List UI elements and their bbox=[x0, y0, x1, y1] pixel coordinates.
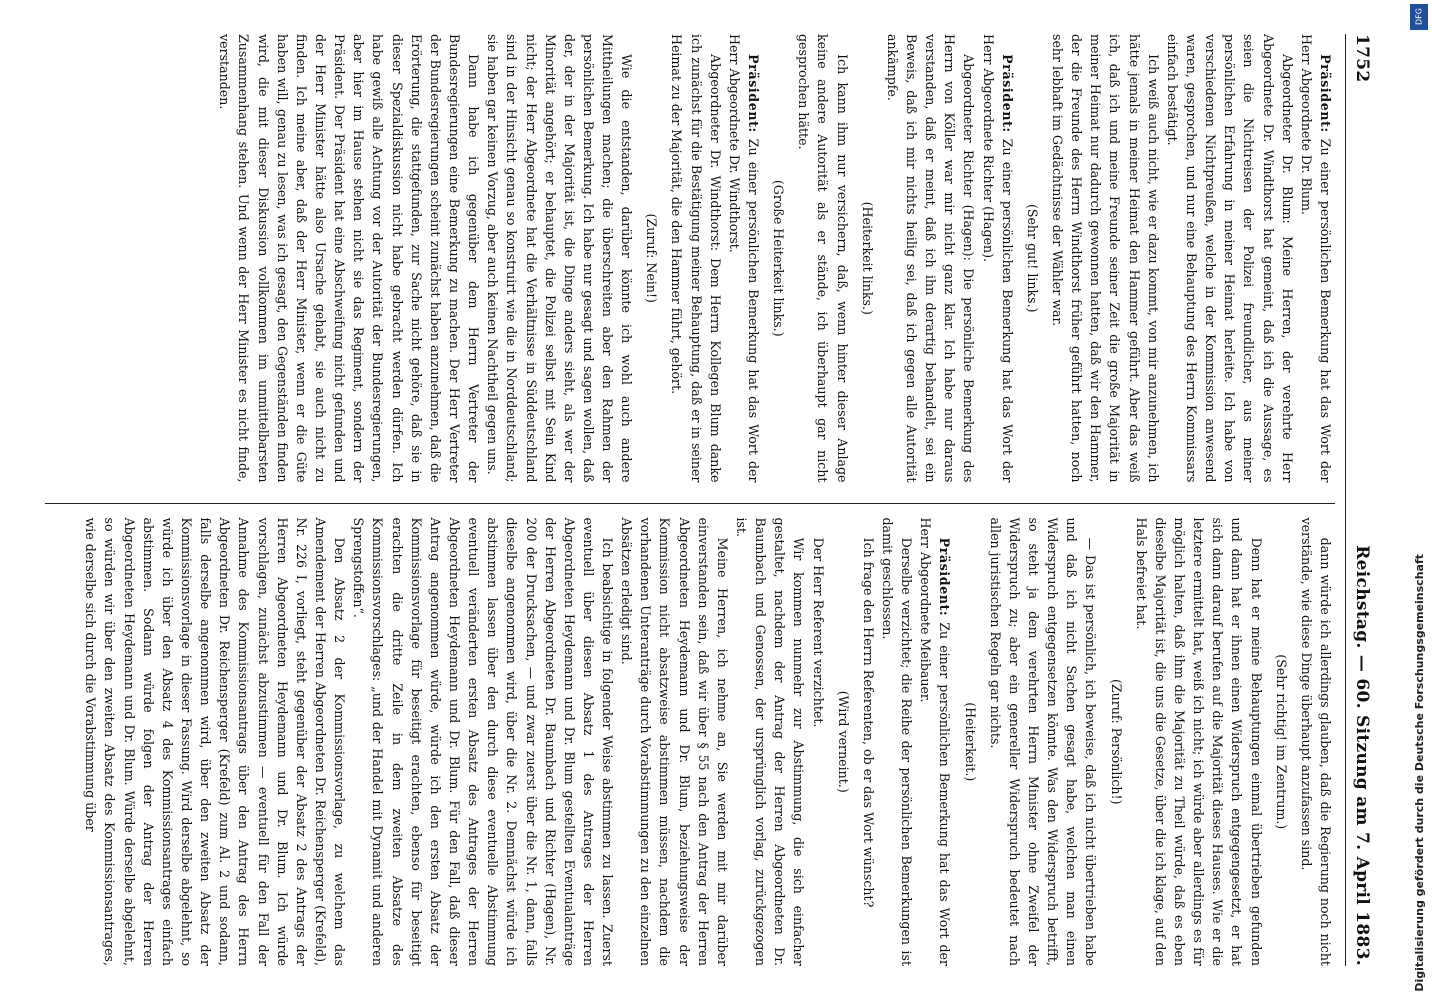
paragraph bbox=[667, 34, 724, 483]
interjection bbox=[834, 518, 853, 967]
paragraph-text: Zu einer persönlichen Bemerkung hat das Wort der Herr Abgeordnete Meibauer. bbox=[918, 517, 953, 966]
paragraph bbox=[1048, 34, 1163, 483]
interjection-text: (Zuruf: Persönlich!) bbox=[1108, 678, 1124, 805]
paragraph-text: Meine Herren, ich nehme an, Sie werden mit mir darüber einverstanden sein, daß wir über § 55 nach den Antrag der Herren Abgeordneten Heydemann und Dr. Blum, beziehungsweise der Kommission nicht absatzweise abstimmen müssen, nachdem die vorhandenen Unteranträge durch Vorabstimmungen zu den einzelnen Absätzen erledigt sind. bbox=[619, 517, 730, 966]
paragraph-text: Abgeordneter Richter (Hagen): Die persönliche Bemerkung des Herrn von Köller war mir nicht ganz klar. Ich habe nur daraus verstanden, daß er meint, daß ich ihn derartig behandelt, sei ein Beweis, daß ich mir nichts heilig sei, daß ich gegen alle Autorität ankämpfe. bbox=[884, 34, 977, 483]
interjection bbox=[642, 34, 661, 483]
paragraph bbox=[986, 518, 1101, 967]
digitization-credit: Digitalisierung gefördert durch die Deutsche Forschungsgemeinschaft bbox=[1413, 554, 1426, 992]
paragraph-text: Dann habe ich gegenüber dem Herrn Vertreter der Bundesregierungen eine Bemerkung zu machen. Der Herr Vertreter der Bundesregierungen scheint zunächst haben anzunehmen, daß die Erörterung, die stattgefunden, zur Sache nicht gehöre, daß sie in dieser Spezialdiskussion nicht habe gebracht werden dürfen. Ich habe gewiß alle Achtung vor der Autorität der Bundesregierungen, aber hier im Hause stehen nicht sie das Regiment, sondern der Präsident. Der Präsident hat eine Abschweifung nicht gefunden und der Herr Minister hätte also Ursache gehabt, sie auch nicht zu finden. Ich meine aber, daß der Herr Minister, wenn er die Güte haben will, genau zu lesen, was ich gesagt, den Gegenständen finden wird, die mit dieser Diskussion vollkommen im unmittelbarsten Zusammenhang stehen. Und wenn der Herr Minister es nicht finde, verstanden. bbox=[217, 34, 482, 483]
paragraph-text: — Das ist persönlich, ich beweise, daß ich nicht übertrieben habe und daß ich nicht Sachen gesagt habe, welchen man einen Widerspruch entgegensetzen könnte. Was den Widerspruch betrifft, so steht ja dem verehrten Herrn Minister ohne Zweifel der Widerspruch zu; aber ein genereller Widerspruch bedeutet nach allen juristischen Regeln gar nichts. bbox=[987, 517, 1099, 966]
speaker-label: Präsident: bbox=[937, 537, 953, 617]
paragraph-text: Derselbe verzichtet; die Reihe der persönlichen Bemerkungen ist damit geschlossen. bbox=[880, 517, 915, 966]
paragraph bbox=[916, 518, 954, 967]
page-header bbox=[1345, 34, 1372, 966]
paragraph-text: Zu einer persönlichen Bemerkung hat das Wort der Herr Abgeordnete Dr. Windthorst. bbox=[726, 34, 762, 483]
left-column bbox=[45, 34, 1335, 483]
paragraph bbox=[1132, 518, 1266, 967]
interjection bbox=[858, 34, 877, 483]
interjection bbox=[769, 34, 788, 483]
paragraph bbox=[725, 34, 763, 483]
paragraph-text: Ich frage den Herrn Referenten, ob er das Wort wünscht? bbox=[860, 537, 876, 908]
paragraph bbox=[883, 34, 979, 483]
paragraph-text: Abgeordneter Dr. Blum: Meine Herren, der verehrte Herr Abgeordnete Dr. Windthorst hat gemeint, daß ich die Aussage, es seien die Nichtreisen der Polizei freundlicher, aus meiner persönlichen Erfahrung in meiner Heimat herleite. Ich habe von verschiedenen Nichtpreußen, welche in der Kommission anwesend waren, gesprochen, und nur eine Behauptung des Herrn Kommissars einfach bestätigt. bbox=[1164, 34, 1295, 483]
paragraph bbox=[859, 518, 878, 967]
dfg-logo: DFG bbox=[1410, 4, 1428, 30]
paragraph-text: Der Herr Referent verzichtet. bbox=[810, 537, 826, 728]
interjection-text: (Zuruf: Nein!) bbox=[644, 213, 660, 303]
paragraph bbox=[215, 34, 483, 483]
speaker-label: Präsident: bbox=[746, 54, 762, 133]
paragraph-text: Wie die entstanden, darüber könnte ich wohl auch andere Mittheilungen machen; die überschreiten aber den Rahmen der persönlichen Bemerkung. Ich habe nur gesagt und sagen wollen, daß der, der in der Majorität ist, die Dinge anders sieht, als wer der Minorität angehört; er behauptet, die Polizei selbst mit Sein Kind nicht; der Herr Abgeordnete hat die Verhältnisse in Süddeutschland sind in der Hinsicht genau so konstruirt wie die in Norddeutschland; sie haben gar keinen Vorzug, aber auch keinen Nachtheil gegen uns. bbox=[485, 34, 635, 483]
paragraph-text: Zu einer persönlichen Bemerkung hat das Wort der Herr Abgeordnete Dr. Blum. bbox=[1298, 34, 1333, 483]
paragraph-text: Wir kommen nunmehr zur Abstimmung, die sich einfacher gestaltet, nachdem der Antrag der Herren Abgeordneten Dr. Baumbach und Genossen, der ursprünglich vorlag, zurückgezogen ist. bbox=[734, 517, 807, 966]
paragraph-text: Denn hat er meine Behauptungen einmal übertrieben gefunden und dann hat er ihnen einen Widerspruch entgegengesetzt, er hat sich dann darauf berufen auf die Majorität dieses Hauses. Wie er die letztere ermittelt hat, weiß ich nicht; ich würde aber allerdings es für möglich halten, daß ihm die Majorität zu Theil würde, daß es eben dieselbe Majorität ist, die uns die Gesetze, über die ich klage, auf den Hals befreiet hat. bbox=[1133, 517, 1264, 966]
text-columns bbox=[45, 34, 1335, 966]
right-column bbox=[45, 503, 1335, 967]
paragraph bbox=[1163, 34, 1297, 483]
interjection-text: (Große Heiterkeit links.) bbox=[771, 179, 787, 337]
paragraph bbox=[483, 34, 636, 483]
speaker-label: Präsident: bbox=[999, 54, 1015, 133]
paragraph bbox=[1297, 518, 1335, 967]
paragraph bbox=[978, 34, 1016, 483]
interjection-text: (Wird verneint.) bbox=[835, 690, 851, 793]
paragraph-text: Abgeordneter Dr. Windthorst: Dem Herrn Kollegen Blum danke ich zunächst für die Bestätigung meiner Behauptung, daß er in seiner Heimat zu der Majorität, die den Hammer führt, gehört. bbox=[669, 34, 723, 483]
paragraph-text: dann würde ich allerdings glauben, daß die Regierung noch nicht verstände, wie diese Dinge überhaupt anzufassen sind. bbox=[1298, 517, 1333, 966]
interjection-text: (Sehr gut! links.) bbox=[1024, 203, 1040, 313]
paragraph-text: Zu einer persönlichen Bemerkung hat das Wort der Herr Abgeordnete Richter (Hagen). bbox=[980, 34, 1015, 483]
interjection bbox=[960, 518, 979, 967]
paragraph bbox=[617, 518, 732, 967]
paragraph bbox=[794, 34, 851, 483]
interjection bbox=[1023, 34, 1042, 483]
interjection-text: (Sehr richtig! im Zentrum.) bbox=[1273, 654, 1289, 830]
paragraph bbox=[878, 518, 916, 967]
running-title: Reichstag. — 60. Sitzung am 7. April 1883. bbox=[1352, 545, 1372, 966]
interjection bbox=[1106, 518, 1125, 967]
interjection-text: (Heiterkeit.) bbox=[962, 702, 978, 782]
paragraph-text: Den Absatz 2 der Kommissionsvorlage, zu welchem das Amendement der Herren Abgeordneten Dr. Reichensperger (Krefeld), Nr. 226 I, vorliegt, steht gegenüber der Absatz 2 des Antrags der Herren Abgeordneten Heydemann und Dr. Blum. Ich würde vorschlagen, zunächst abzustimmen — eventuell für den Fall der Annahme des Kommissionsantrags über den Antrag des Herrn Abgeordneten Dr. Reichensperger (Krefeld) zum Al. 2 und sodann, falls derselbe angenommen wird, über den zweiten Absatz der Kommissionsvorlage in dieser Fassung. Wird derselbe abgelehnt, so würde ich über den Absatz 4 des Kommissionsantrages einfach abstimmen. Sodann würde folgen der Antrag der Herren Abgeordneten Heydemann und Dr. Blum. Würde derselbe abgelehnt, so würden wir über den zweiten Absatz des Kommissionsantrages, wie derselbe sich durch die Vorabstimmung über bbox=[83, 517, 348, 966]
interjection bbox=[1272, 518, 1291, 967]
paragraph-text: Ich beabsichtige in folgender Weise abstimmen zu lassen. Zuerst eventuell über diesen Absatz 1 des Antrages der Herren Abgeordneten Heydemann und Dr. Blum gestellten Eventualanträge der Herren Abgeordneten Dr. Baumbach und Richter (Hagen), Nr. 200 der Drucksachen, — und zwar zuerst über die Nr. 1, dann, falls dieselbe angenommen wird, über die Nr. 2. Demnächst würde ich abstimmen lassen über den durch diese eventuelle Abstimmung eventuell veränderten ersten Absatz des Antrages der Herren Abgeordneten Heydemann und Dr. Blum. Für den Fall, daß dieser Antrag angenommen würde, würde ich den ersten Absatz der Kommissionsvorlage für beseitigt erachten, ebenso für beseitigt erachten die dritte Zeile in dem zweiten Absatze des Kommissionsvorschlages: „und der Handel mit Dynamit und anderen Sprengstoffen“. bbox=[351, 517, 616, 966]
page-number: 1752 bbox=[1352, 34, 1372, 83]
paragraph bbox=[1297, 34, 1335, 483]
paragraph bbox=[808, 518, 827, 967]
speaker-label: Präsident: bbox=[1318, 54, 1333, 133]
interjection-text: (Heiterkeit links.) bbox=[859, 201, 875, 315]
paragraph-text: Ich weiß auch nicht, wie er dazu kommt, von mir anzunehmen, ich hätte jemals in meiner Heimat den Hammer geführt. Aber das weiß ich, daß ich und meine Freunde seiner Zeit die große Majorität in meiner Heimat nur dadurch gewonnen hatten, daß wir den Hammer, der die Freunde des Herrn Windthorst früher geführt hatten, noch sehr lebhaft im Gedächtnisse der Wähler war. bbox=[1050, 34, 1161, 483]
paragraph bbox=[732, 518, 809, 967]
paragraph bbox=[349, 518, 617, 967]
paragraph-text: Ich kann ihm nur versichern, daß, wenn hinter dieser Anlage keine andere Autorität als er stände, ich überhaupt gar nicht gesprochen hätte. bbox=[796, 34, 850, 483]
paragraph bbox=[81, 518, 349, 967]
